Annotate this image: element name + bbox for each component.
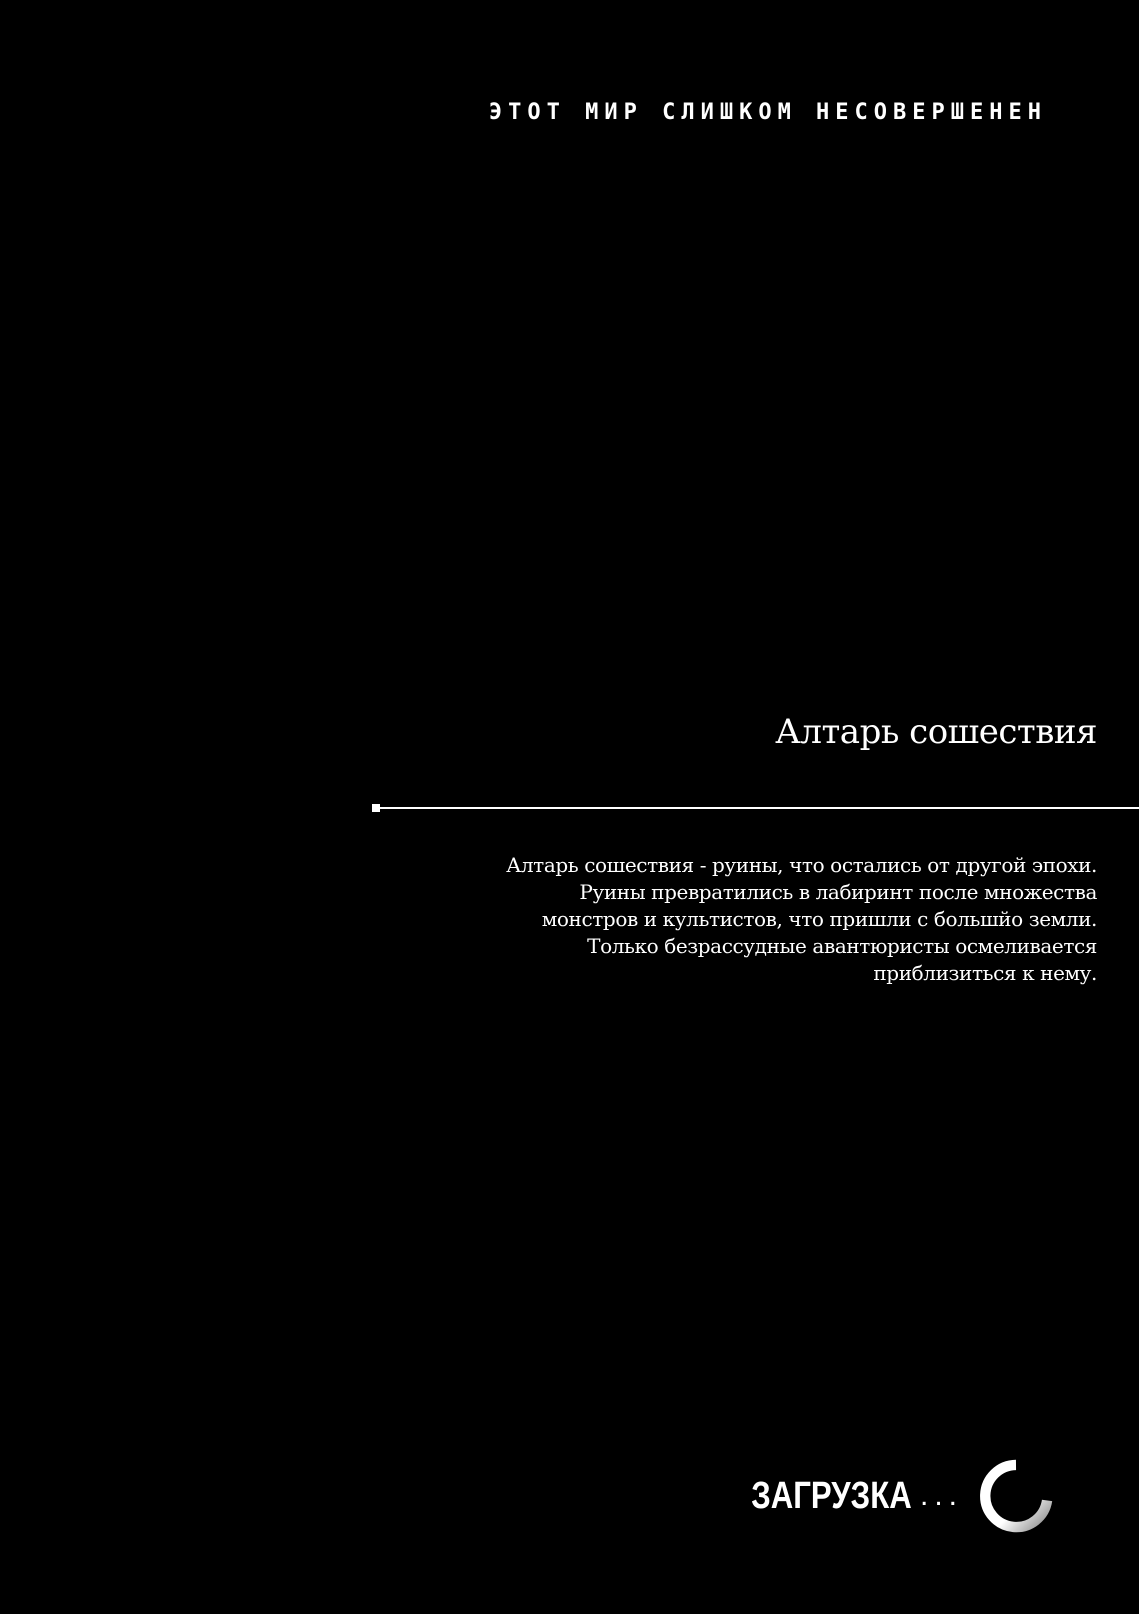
divider-line (376, 807, 1139, 809)
loading-spinner-icon (979, 1459, 1053, 1533)
loading-label: ЗАГРУЗКА (751, 1474, 912, 1517)
location-title: Алтарь сошествия (775, 712, 1097, 752)
description-line: приблизиться к нему. (873, 961, 1097, 985)
description-line: Руины превратились в лабиринт после множества (579, 880, 1097, 904)
description-line: Алтарь сошествия - руины, что остались от другой эпохи. (506, 853, 1097, 877)
location-description (397, 852, 1097, 987)
description-line: Только безрассудные авантюристы осмеливается (587, 934, 1097, 958)
description-line: монстров и культистов, что пришли с большйо земли. (541, 907, 1097, 931)
loading-dots: ... (919, 1479, 963, 1512)
divider-dot (372, 804, 380, 812)
tagline: ЭТОТ МИР СЛИШКОМ НЕСОВЕРШЕНЕН (488, 100, 1047, 125)
loading-indicator (716, 1456, 1053, 1536)
